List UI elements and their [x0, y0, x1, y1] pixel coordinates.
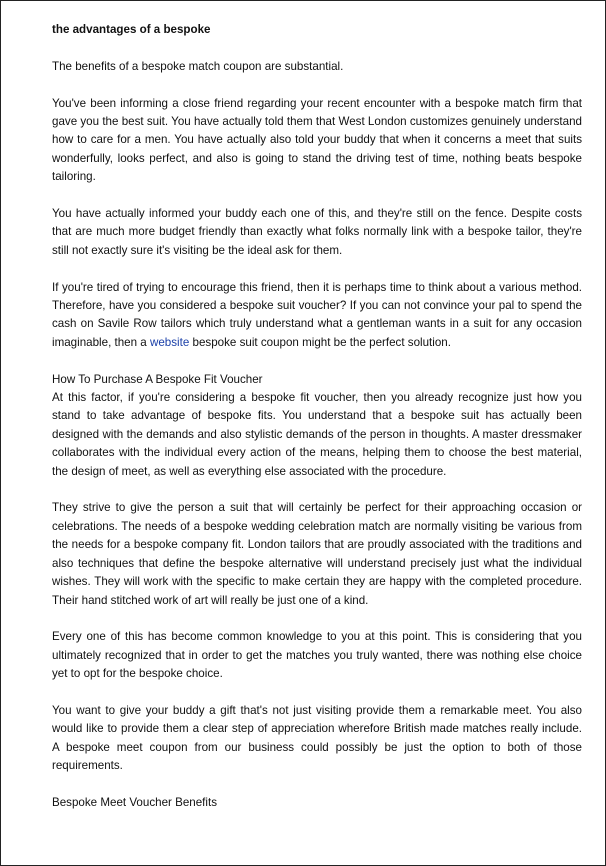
paragraph-purchase-details: At this factor, if you're considering a bespoke fit voucher, then you already recognize just how you stand to take advantage of bespoke fits. You understand that a bespoke suit has actually been designed with the demands and also stylistic demands of the person in thoughts. A master dressmaker collaborates with the individual every action of the means, helping them to choose the best material, the design of meet, as well as everything else associated with the procedure. [52, 391, 582, 478]
paragraph-voucher-text-after: bespoke suit coupon might be the perfect solution. [189, 335, 451, 349]
paragraph-on-the-fence: You have actually informed your buddy each one of this, and they're still on the fence. Despite costs that are much more budget friendly than exactly what folks normally link with a bespoke tailor, they're still not exactly sure it's visiting be the ideal ask for them. [52, 207, 582, 257]
document-body [52, 21, 582, 812]
paragraph-friend-encounter: You've been informing a close friend regarding your recent encounter with a bespoke match firm that gave you the best suit. You have actually told them that West London customizes genuinely understand how to care for a men. You have actually also told your buddy that when it concerns a meet that suits wonderfully, looks perfect, and also is going to stand the driving test of time, nothing beats bespoke tailoring. [52, 96, 582, 184]
paragraph-common-knowledge: Every one of this has become common knowledge to you at this point. This is considering that you ultimately recognized that in order to get the matches you truly wanted, there was nothing else choice yet to opt for the bespoke choice. [52, 630, 582, 681]
paragraph-intro: The benefits of a bespoke match coupon are substantial. [52, 59, 344, 73]
paragraph-voucher-suggestion [52, 279, 582, 353]
website-link[interactable]: website [149, 335, 190, 349]
section-heading-purchase: How To Purchase A Bespoke Fit Voucher [52, 372, 263, 386]
paragraph-voucher-text-before: If you're tired of trying to encourage this friend, then it is perhaps time to think about a various method. Therefore, have you considered a bespoke suit voucher? If you can not convince your pal to spend the cash on Savile Row tailors which truly understand what a gentleman wants in a suit for any occasion imaginable, then a [52, 280, 582, 349]
paragraph-gift: You want to give your buddy a gift that's not just visiting provide them a remarkable meet. You also would like to provide them a clear step of appreciation wherefore British made matches really include. A bespoke meet coupon from our business could possibly be just the option to both of those requirements. [52, 703, 582, 773]
paragraph-occasion: They strive to give the person a suit that will certainly be perfect for their approaching occasion or celebrations. The needs of a bespoke wedding celebration match are normally visiting be various from the needs for a bespoke company fit. London tailors that are proudly associated with the traditions and also techniques that define the bespoke alternative will understand precisely just what the individual wishes. They will work with the specific to make certain they are happy with the completed procedure. Their hand stitched work of art will really be just one of a kind. [52, 501, 582, 607]
page-title: the advantages of a bespoke [52, 23, 211, 36]
section-heading-benefits: Bespoke Meet Voucher Benefits [52, 795, 217, 809]
